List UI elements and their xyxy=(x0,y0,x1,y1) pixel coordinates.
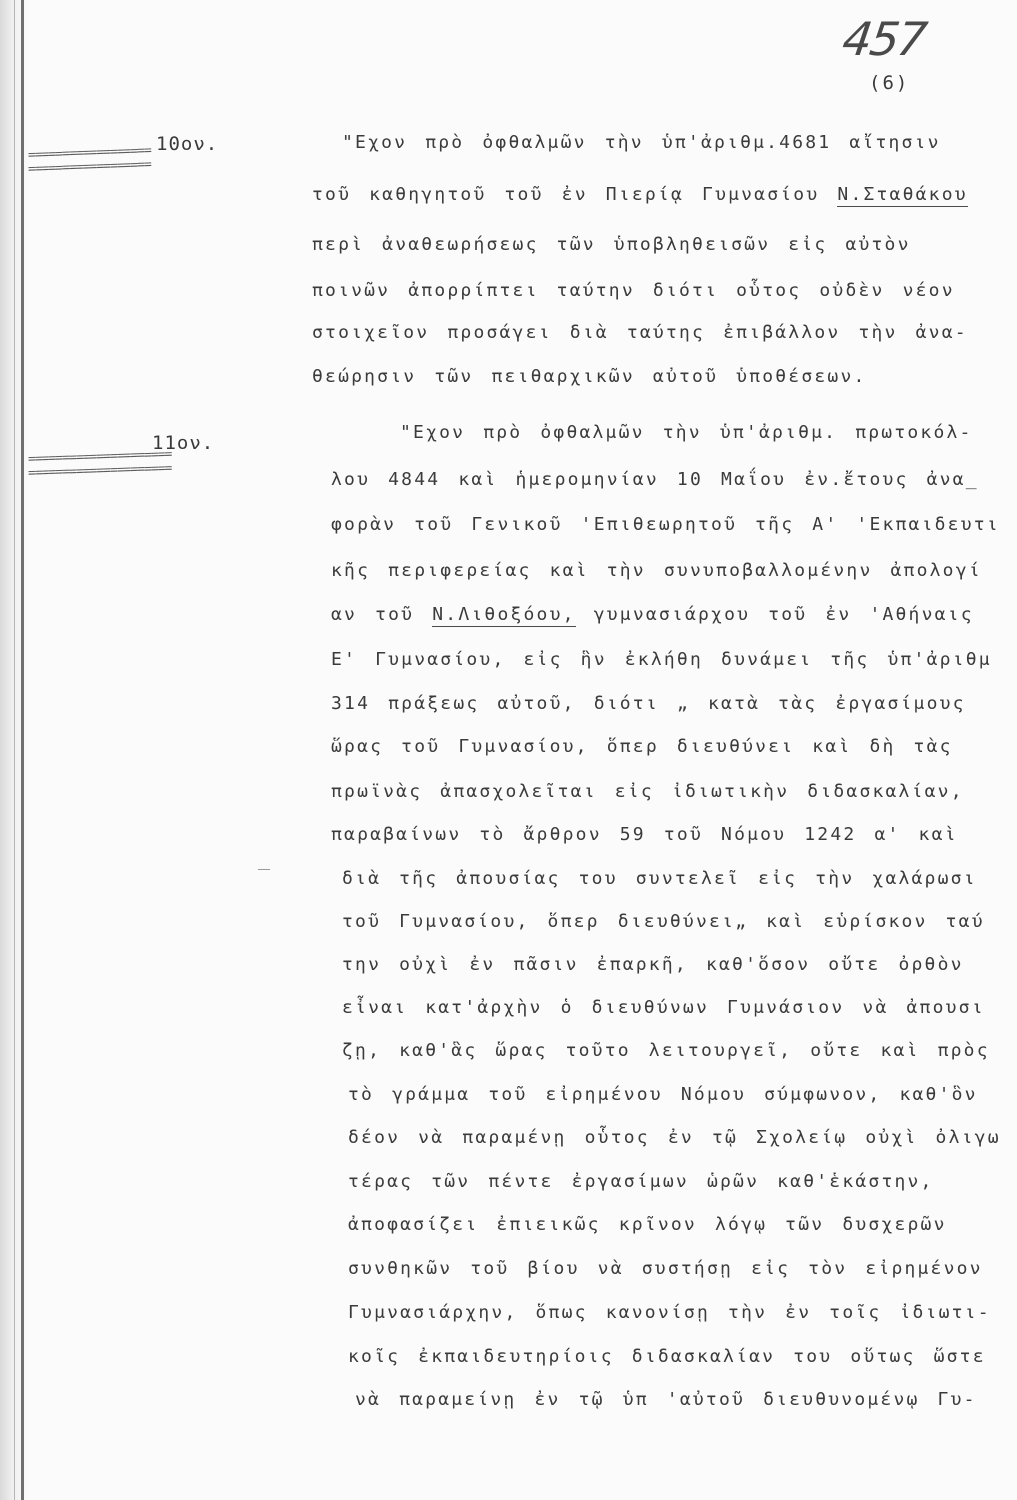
text-line: θεώρησιν τῶν πειθαρχικῶν αὐτοῦ ὑποθέσεων. xyxy=(312,366,867,387)
text-line: παραβαίνων τὸ ἄρθρον 59 τοῦ Νόμου 1242 α' καὶ xyxy=(331,824,958,845)
text-line: νὰ παραμείνῃ ἐν τῷ ὑπ 'αὐτοῦ διευθυνομένῳ Γυ- xyxy=(355,1389,977,1410)
margin-rule: ================== xyxy=(27,157,152,177)
text-line: "Εχον πρὸ ὀφθαλμῶν τὴν ὑπ'ἀριθμ.4681 αἴτησιν xyxy=(342,132,941,153)
margin-rule: ===================== xyxy=(27,447,172,467)
text-line: πρωϊνὰς ἀπασχολεῖται εἰς ἰδιωτικὴν διδασκαλίαν, xyxy=(331,781,964,802)
text-line: λου 4844 καὶ ἡμερομηνίαν 10 Μαΐου ἐν.ἔτους ἀνα_ xyxy=(331,469,979,490)
text-line: περὶ ἀναθεωρήσεως τῶν ὑποβληθεισῶν εἰς αὐτὸν xyxy=(312,234,911,255)
binding-edge-dark xyxy=(21,0,24,1500)
margin-rule: ===================== xyxy=(27,461,172,481)
text-line: δέον νὰ παραμένῃ οὗτος ἐν τῷ Σχολείῳ οὐχὶ ὀλιγω xyxy=(348,1127,1001,1148)
text-line: ζῃ, καθ'ἃς ὥρας τοῦτο λειτουργεῖ, οὔτε καὶ πρὸς xyxy=(342,1040,990,1061)
section-number: 10ον. xyxy=(156,133,219,155)
text-line: 314 πράξεως αὐτοῦ, διότι „ κατὰ τὰς ἐργασίμους xyxy=(331,693,966,714)
text-line: ἀποφασίζει ἐπιεικῶς κρῖνον λόγῳ τῶν δυσχερῶν xyxy=(348,1214,947,1235)
text-line: ποινῶν ἀπορρίπτει ταύτην διότι οὗτος οὐδὲν νέον xyxy=(312,280,955,301)
text-line: εἶναι κατ'ἀρχὴν ὁ διευθύνων Γυμνάσιον νὰ ἀπουσι xyxy=(342,997,985,1018)
text-line: "Εχον πρὸ ὀφθαλμῶν τὴν ὑπ'ἀριθμ. πρωτοκόλ- xyxy=(400,422,973,443)
underlined-name: Ν.Σταθάκου xyxy=(837,184,968,205)
page-number: (6) xyxy=(869,72,910,94)
text-line: τοῦ καθηγητοῦ τοῦ ἐν Πιερίᾳ Γυμνασίου Ν.Σταθάκου xyxy=(312,184,968,205)
binding-shadow xyxy=(0,0,30,1500)
text-line: κοῖς ἐκπαιδευτηρίοις διδασκαλίαν του οὕτως ὥστε xyxy=(348,1346,986,1367)
text-line: Γυμνασιάρχην, ὅπως κανονίσῃ τὴν ἐν τοῖς ἰδιωτι- xyxy=(348,1302,991,1323)
text-line: ὥρας τοῦ Γυμνασίου, ὅπερ διευθύνει καὶ δὴ τὰς xyxy=(331,736,953,757)
section-number: 11ον. xyxy=(152,432,215,454)
text-line: τὸ γράμμα τοῦ εἰρημένου Νόμου σύμφωνον, καθ'ὃν xyxy=(348,1084,978,1105)
text-line: στοιχεῖον προσάγει διὰ ταύτης ἐπιβάλλον τὴν ἀνα- xyxy=(312,322,968,343)
folio-number: 457 xyxy=(839,12,929,66)
margin-rule: ================== xyxy=(27,143,152,163)
text-line: κῆς περιφερείας καὶ τὴν συνυποβαλλομένην ἀπολογί xyxy=(331,560,982,581)
text-line: Ε' Γυμνασίου, εἰς ἣν ἐκλήθη δυνάμει τῆς ὑπ'ἀριθμ xyxy=(331,649,992,670)
binding-edge xyxy=(14,0,15,1500)
margin-mark xyxy=(258,869,270,870)
underlined-name: Ν.Λιθοξόου, xyxy=(432,604,576,625)
text-line: την οὐχὶ ἐν πᾶσιν ἐπαρκῆ, καθ'ὅσον οὔτε ὀρθὸν xyxy=(342,954,964,975)
text-line: φορὰν τοῦ Γενικοῦ 'Επιθεωρητοῦ τῆς Α' 'Εκπαιδευτι xyxy=(331,514,1000,535)
text-line: συνθηκῶν τοῦ βίου νὰ συστήσῃ εἰς τὸν εἰρημένον xyxy=(348,1258,983,1279)
text-line: τοῦ Γυμνασίου, ὅπερ διευθύνει„ καὶ εὑρίσκον ταύ xyxy=(342,911,985,932)
text-line: αν τοῦ Ν.Λιθοξόου, γυμνασιάρχου τοῦ ἐν 'Αθήναις xyxy=(331,604,974,625)
text-line: διὰ τῆς ἀπουσίας του συντελεῖ εἰς τὴν χαλάρωσι xyxy=(342,868,977,889)
text-line: τέρας τῶν πέντε ἐργασίμων ὡρῶν καθ'ἑκάστην, xyxy=(348,1171,934,1192)
